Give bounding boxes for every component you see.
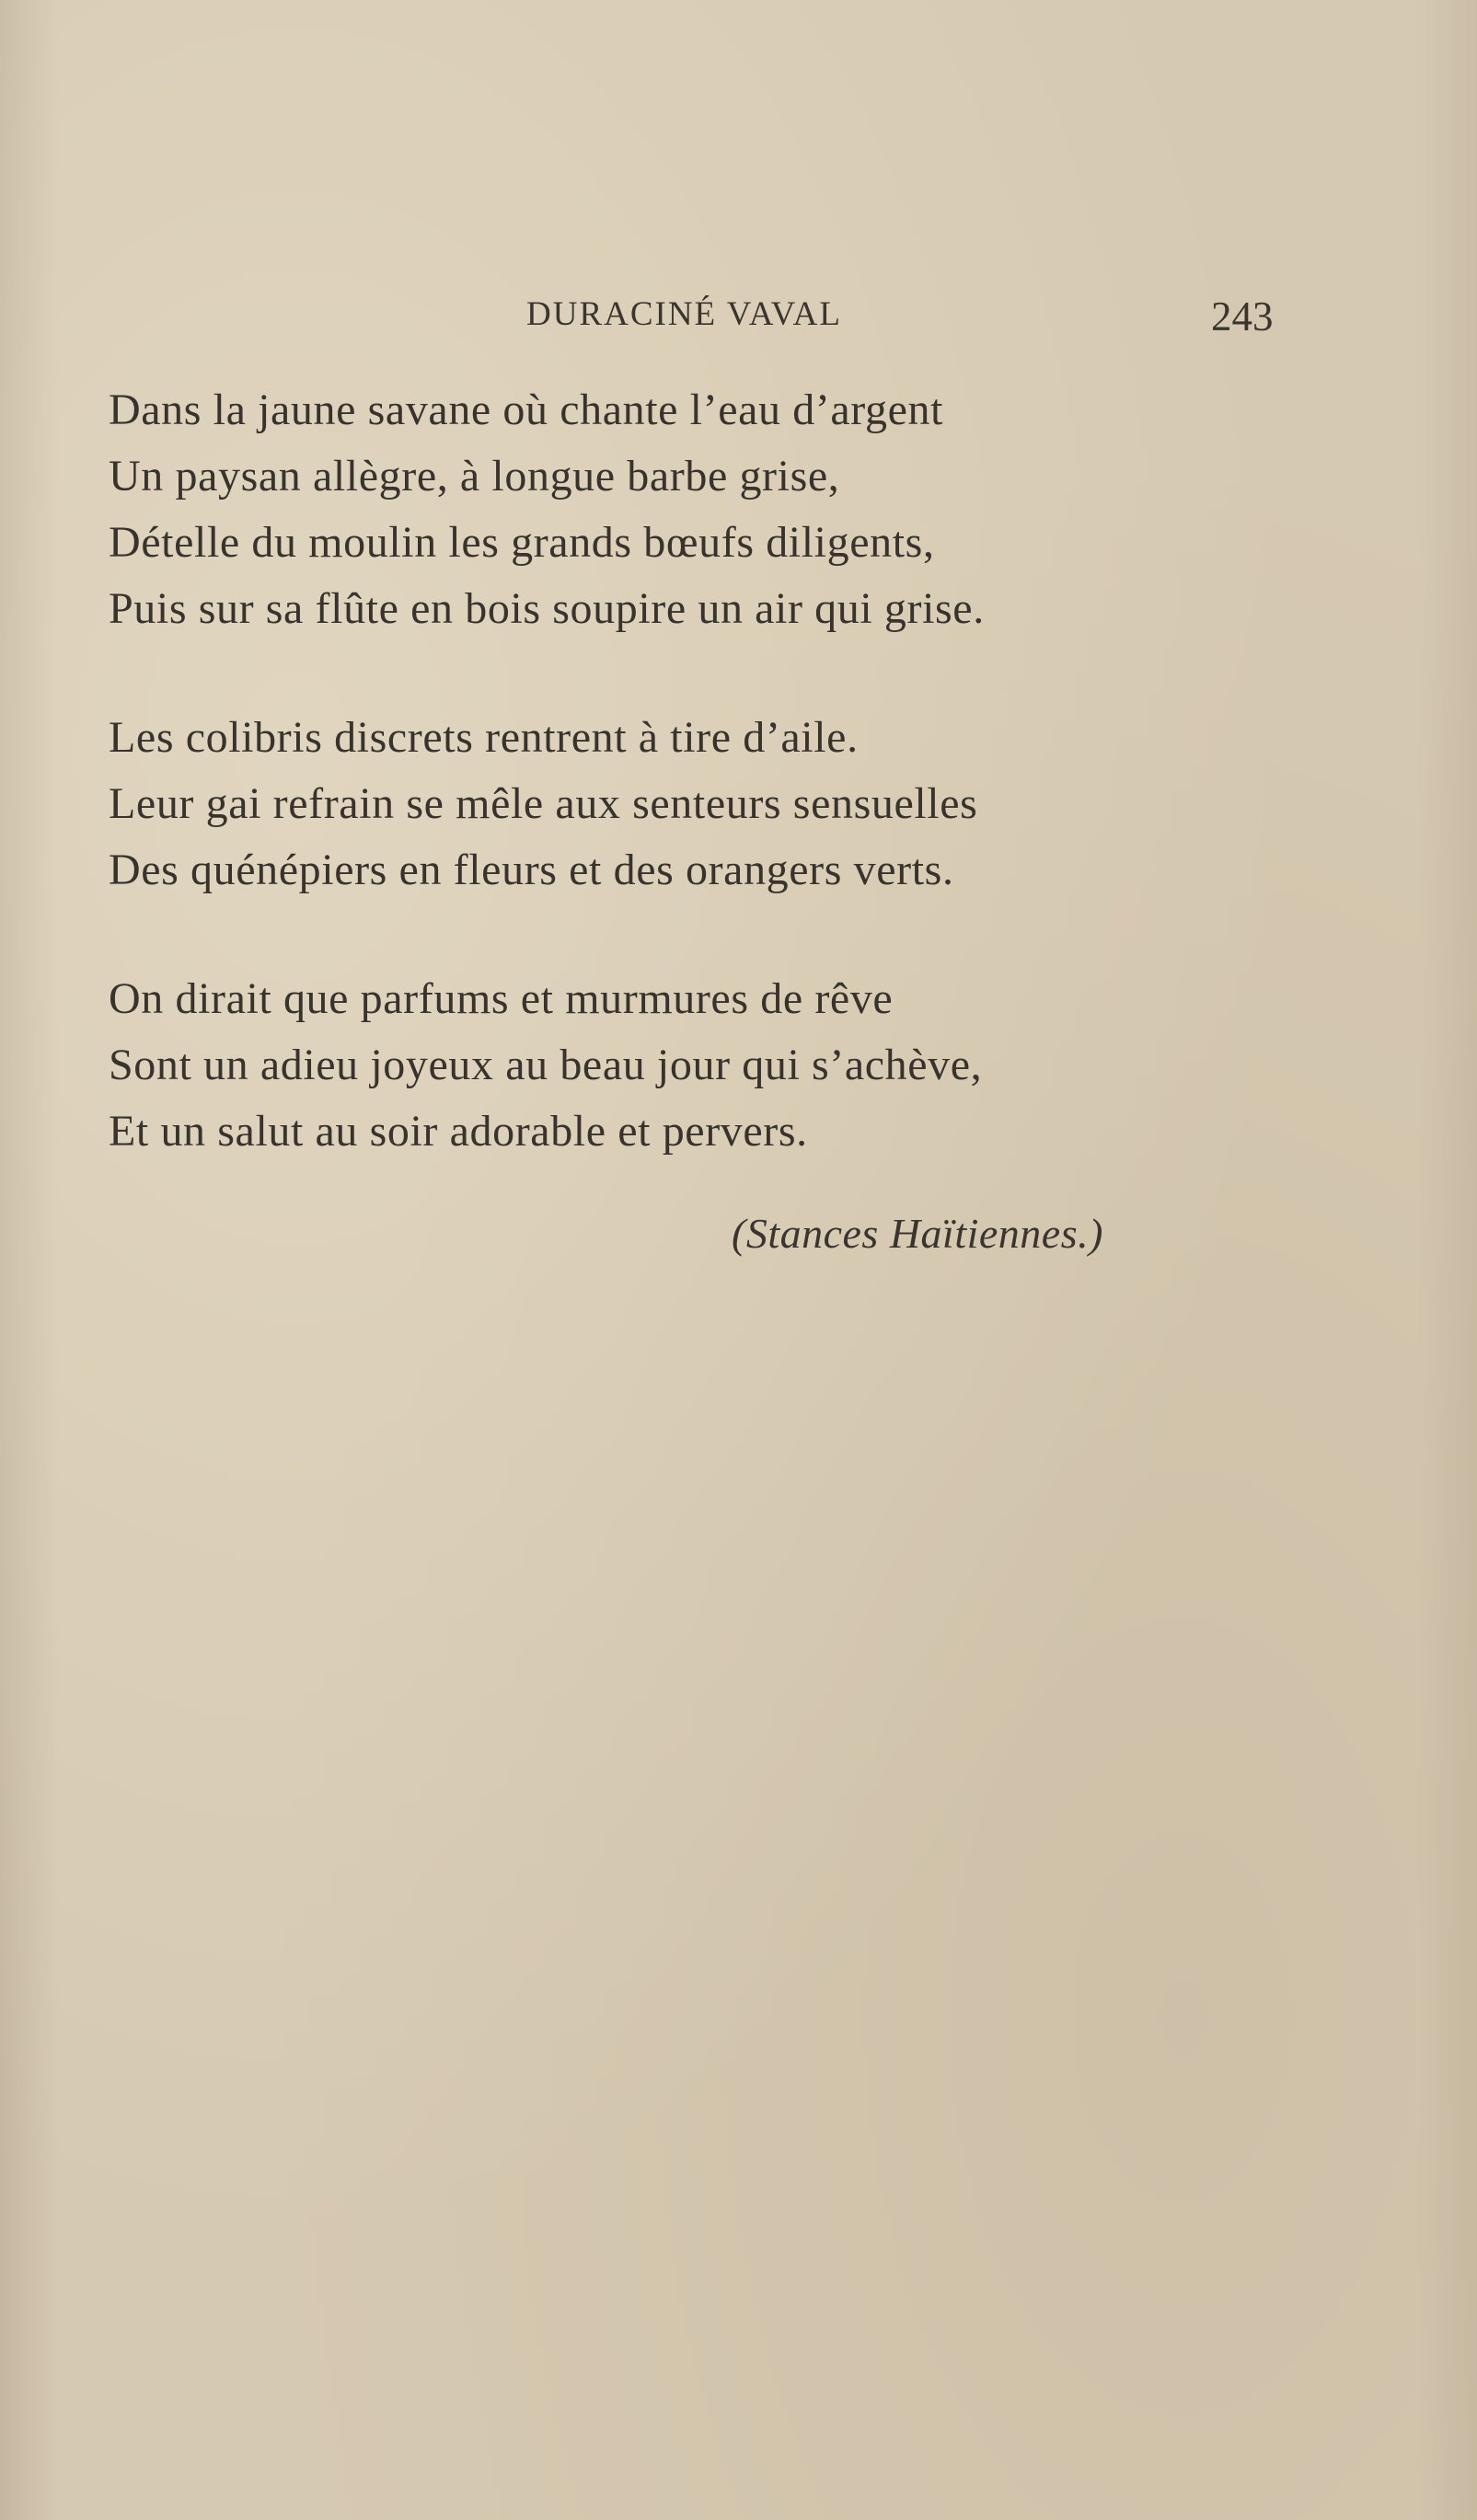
verse-line: Les colibris discrets rentrent à tire d’aile. [109,713,859,762]
verse-line: Dételle du moulin les grands bœufs diligents, [109,518,935,567]
verse-line: Sont un adieu joyeux au beau jour qui s’achève, [109,1041,983,1089]
verse-line: Et un salut au soir adorable et pervers. [109,1107,808,1156]
verse-line: Leur gai refrain se mêle aux senteurs sensuelles [109,779,978,828]
running-title: DURACINÉ VAVAL [526,295,842,333]
verse-line: Des quénépiers en fleurs et des orangers verts. [109,846,954,894]
stanza-1 [109,377,1268,642]
running-head [0,287,1477,342]
poem-source-citation: (Stances Haïtiennes.) [732,1210,1103,1257]
verse-line: Un paysan allègre, à longue barbe grise, [109,452,840,501]
poem [109,377,1268,1227]
stanza-2 [109,705,1268,903]
stanza-3 [109,966,1268,1165]
verse-line: Dans la jaune savane où chante l’eau d’argent [109,385,944,434]
verse-line: Puis sur sa flûte en bois soupire un air qui grise. [109,584,985,633]
page-number: 243 [1211,293,1274,339]
verse-line: On dirait que parfums et murmures de rêve [109,974,894,1023]
